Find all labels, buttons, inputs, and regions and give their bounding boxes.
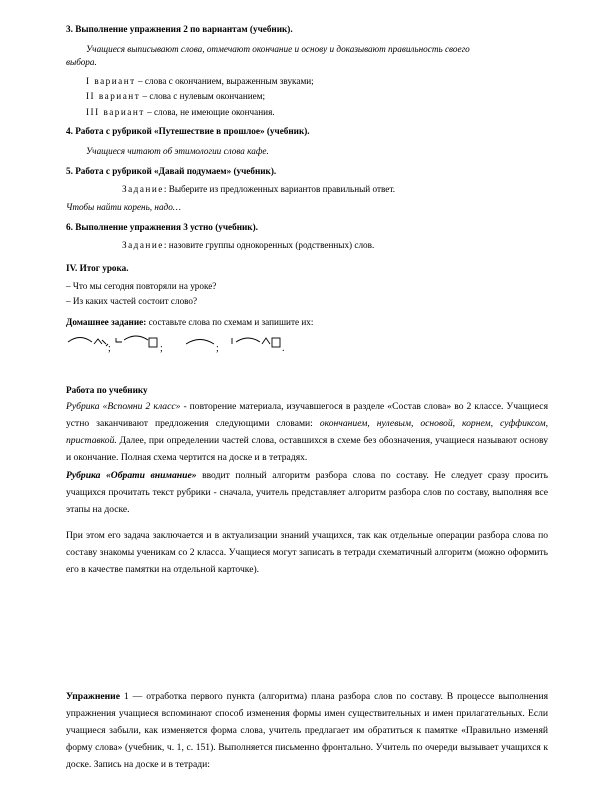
svg-text:;: ; xyxy=(216,343,219,354)
variant-1-label: I вариант xyxy=(86,76,136,86)
summary-title: IV. Итог урока. xyxy=(66,263,129,273)
item3-desc-line1: Учащиеся выписывают слова, отмечают окончание и основу и доказывают правильность своего xyxy=(86,44,470,54)
item4-desc: Учащиеся читают об этимологии слова кафе. xyxy=(86,146,269,156)
p2-rubric: Рубрика «Обрати внимание» xyxy=(66,470,197,481)
summary-question-2: – Из каких частей состоит слово? xyxy=(66,296,198,306)
svg-text:;: ; xyxy=(160,343,163,354)
paragraph-2 xyxy=(66,467,548,518)
svg-text:.: . xyxy=(282,343,285,354)
variant-2-text: – слова с нулевым окончанием; xyxy=(140,91,266,101)
p2-text: вводит полный алгоритм разбора слова по составу. Не следует сразу просить учащихся прочитать текст рубрики - сначала, учитель представляет алгоритм разбора слов по составу, выполняя все этапы на доске. xyxy=(66,470,548,515)
variant-2-label: II вариант xyxy=(86,91,141,101)
homework-label: Домашнее задание: xyxy=(66,317,147,327)
paragraph-1 xyxy=(66,398,548,466)
p1-text-b: Далее, при определении частей слова, оставшихся в схеме без обозначения, учащиеся называют основу и окончание. Полная схема чертится на доске и в тетрадях. xyxy=(66,435,548,463)
p4-text: 1 — отработка первого пункта (алгоритма) плана разбора слов по составу. В процессе выполнения упражнения учащиеся вспоминают способ изменения формы имен существительных и имен прилагательных. Если учащиеся забыли, как изменяется форма слова, учитель предлагает им обратиться к памятке «Правильно изменяй форму слова» (учебник, ч. 1, с. 151). Выполняется письменно фронтально. Учитель по очереди вызывает учащихся к доске. Запись на доске и в тетради: xyxy=(66,691,548,770)
item5-note: Чтобы найти корень, надо… xyxy=(66,202,181,212)
word-schemes-icon xyxy=(66,332,326,356)
p1-rubric: Рубрика «Вспомни 2 класс» xyxy=(66,401,181,412)
item5-title: 5. Работа с рубрикой «Давай подумаем» (учебник). xyxy=(66,166,277,176)
item5-task-label: Задание xyxy=(122,184,164,194)
item6-task xyxy=(122,239,374,251)
homework xyxy=(66,316,313,328)
item5-task-text: : Выберите из предложенных вариантов правильный ответ. xyxy=(163,184,395,194)
variant-2 xyxy=(86,90,265,102)
item6-title: 6. Выполнение упражнения 3 устно (учебник). xyxy=(66,222,258,232)
variant-3-text: – слова, не имеющие окончания. xyxy=(144,107,275,117)
p1-text-a: - повторение материала, изучавшегося в разделе «Состав слова» во 2 классе. Учащиеся устно заканчивают предложения следующими словами: xyxy=(66,401,548,429)
textbook-heading: Работа по учебнику xyxy=(66,385,148,395)
variant-3 xyxy=(86,106,275,118)
item6-task-label: Задание xyxy=(122,240,164,250)
item3-title: 3. Выполнение упражнения 2 по вариантам (учебник). xyxy=(66,24,293,34)
variant-3-label: III вариант xyxy=(86,107,145,117)
svg-text:;: ; xyxy=(108,343,111,354)
item4-title: 4. Работа с рубрикой «Путешествие в прошлое» (учебник). xyxy=(66,126,310,136)
paragraph-4 xyxy=(66,688,548,773)
homework-text: составьте слова по схемам и запишите их: xyxy=(146,317,314,327)
variant-1-text: – слова с окончанием, выраженным звуками; xyxy=(135,76,314,86)
item6-task-text: : назовите группы однокоренных (родственных) слов. xyxy=(163,240,375,250)
p4-exercise-label: Упражнение xyxy=(66,691,120,702)
p1-words: окончанием, нулевым, основой, корнем, суффиксом, приставкой. xyxy=(66,418,548,446)
summary-question-1: – Что мы сегодня повторяли на уроке? xyxy=(66,281,217,291)
variant-1 xyxy=(86,75,314,87)
item3-desc-line2: выбора. xyxy=(66,57,97,67)
paragraph-3: При этом его задача заключается и в актуализации знаний учащихся, так как отдельные операции разбора слова по составу знакомы ученикам со 2 класса. Учащиеся могут записать в тетради схематичный алгоритм (можно оформить его в качестве памятки на отдельной карточке). xyxy=(66,530,548,575)
item5-task xyxy=(122,183,395,195)
